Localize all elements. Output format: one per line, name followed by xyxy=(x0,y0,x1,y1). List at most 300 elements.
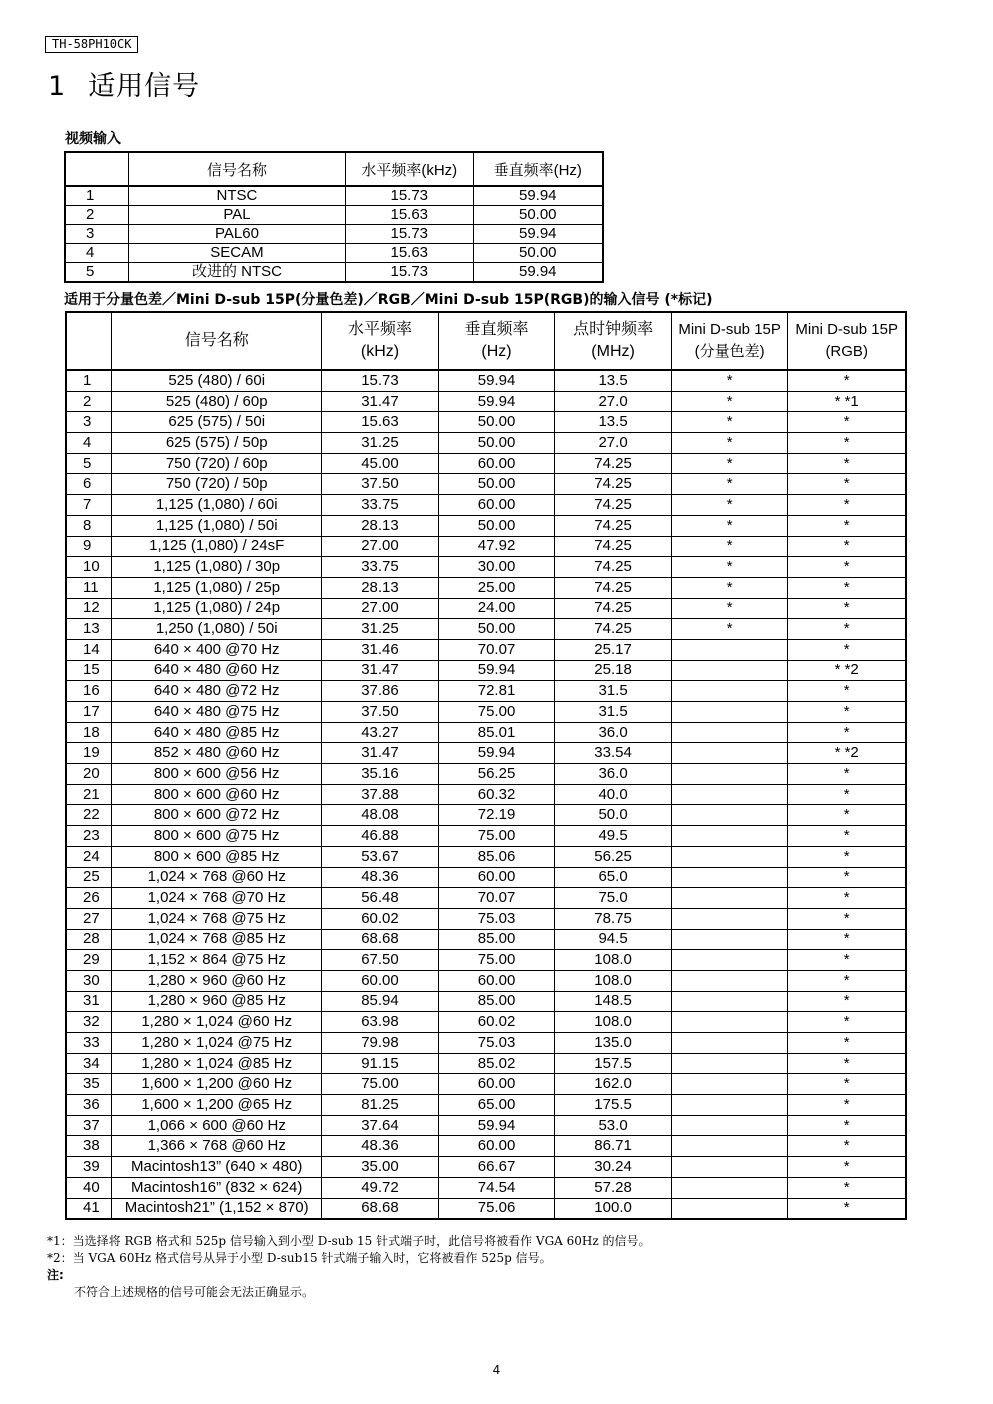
table-cell xyxy=(671,867,788,888)
table-cell: 50.00 xyxy=(438,433,555,454)
table-cell: 33 xyxy=(66,1033,112,1054)
table-cell: 30.00 xyxy=(438,557,555,578)
column-header: 垂直频率(Hz) xyxy=(473,152,603,186)
table-cell: 65.00 xyxy=(438,1095,555,1116)
table-cell xyxy=(671,639,788,660)
table-cell: 33.54 xyxy=(555,743,672,764)
table-cell: * xyxy=(788,1177,906,1198)
table-cell: * xyxy=(788,557,906,578)
table-cell: 75.0 xyxy=(555,888,672,909)
table-cell xyxy=(671,722,788,743)
table-cell: 70.07 xyxy=(438,888,555,909)
table-cell: 20 xyxy=(66,764,112,785)
table-cell: 75.00 xyxy=(322,1074,439,1095)
table-row xyxy=(66,370,906,391)
table-cell: 74.25 xyxy=(555,619,672,640)
table-cell: PAL60 xyxy=(128,225,345,244)
table-row xyxy=(66,660,906,681)
input-signals-heading: 适用于分量色差／Mini D-sub 15P(分量色差)／RGB／Mini D-sub 15P(RGB)的输入信号 (*标记) xyxy=(64,292,713,308)
table-cell xyxy=(671,826,788,847)
table-cell: 48.36 xyxy=(322,1136,439,1157)
table-cell: 59.94 xyxy=(473,186,603,206)
table-cell: 41 xyxy=(66,1198,112,1219)
table-cell: 6 xyxy=(66,474,112,495)
table-cell: 640 × 400 @70 Hz xyxy=(112,639,322,660)
table-cell: 2 xyxy=(66,391,112,412)
table-cell: Macintosh16” (832 × 624) xyxy=(112,1177,322,1198)
table-cell: 8 xyxy=(66,515,112,536)
video-input-table xyxy=(64,151,604,283)
table-cell: 25.17 xyxy=(555,639,672,660)
table-cell: 91.15 xyxy=(322,1053,439,1074)
table-cell: 50.00 xyxy=(438,619,555,640)
table-cell: * *2 xyxy=(788,660,906,681)
table-cell: 27.0 xyxy=(555,433,672,454)
table-cell: 13.5 xyxy=(555,370,672,391)
table-cell: 100.0 xyxy=(555,1198,672,1219)
table-cell: 36.0 xyxy=(555,722,672,743)
table-cell: 135.0 xyxy=(555,1033,672,1054)
table-cell: 750 (720) / 50p xyxy=(112,474,322,495)
table-cell xyxy=(671,1157,788,1178)
page-title xyxy=(48,64,200,103)
table-cell: 11 xyxy=(66,577,112,598)
table-cell: 74.25 xyxy=(555,515,672,536)
table-row xyxy=(66,784,906,805)
table-cell: 28 xyxy=(66,929,112,950)
table-cell: 15.73 xyxy=(345,263,473,283)
table-cell: * xyxy=(788,722,906,743)
table-cell: 68.68 xyxy=(322,929,439,950)
table-cell: 15 xyxy=(66,660,112,681)
column-header: 水平频率 (kHz) xyxy=(322,312,439,370)
table-cell xyxy=(671,681,788,702)
table-cell: 改进的 NTSC xyxy=(128,263,345,283)
table-cell: 60.00 xyxy=(438,970,555,991)
video-input-table-body xyxy=(65,186,603,282)
table-cell: 39 xyxy=(66,1157,112,1178)
table-cell xyxy=(671,1095,788,1116)
table-cell: 525 (480) / 60p xyxy=(112,391,322,412)
table-cell: * xyxy=(788,370,906,391)
table-cell: 26 xyxy=(66,888,112,909)
table-row xyxy=(66,1033,906,1054)
table-cell: 50.00 xyxy=(438,474,555,495)
table-row xyxy=(66,412,906,433)
table-cell: 74.54 xyxy=(438,1177,555,1198)
table-cell: 25.18 xyxy=(555,660,672,681)
table-cell: 800 × 600 @75 Hz xyxy=(112,826,322,847)
table-cell: 162.0 xyxy=(555,1074,672,1095)
table-row xyxy=(66,577,906,598)
table-cell xyxy=(671,1177,788,1198)
table-cell: 15.63 xyxy=(345,244,473,263)
table-cell: 5 xyxy=(66,453,112,474)
table-cell: 49.5 xyxy=(555,826,672,847)
table-cell: NTSC xyxy=(128,186,345,206)
table-cell: 70.07 xyxy=(438,639,555,660)
table-row xyxy=(66,702,906,723)
table-cell: 56.25 xyxy=(438,764,555,785)
table-cell: 108.0 xyxy=(555,970,672,991)
table-cell: 72.19 xyxy=(438,805,555,826)
table-row xyxy=(66,1074,906,1095)
table-cell: 1,125 (1,080) / 24sF xyxy=(112,536,322,557)
table-cell: 14 xyxy=(66,639,112,660)
table-cell: 1,280 × 1,024 @60 Hz xyxy=(112,1012,322,1033)
table-cell: 9 xyxy=(66,536,112,557)
table-cell xyxy=(671,1198,788,1219)
table-row xyxy=(66,1198,906,1219)
table-row xyxy=(66,991,906,1012)
table-cell: 1,024 × 768 @70 Hz xyxy=(112,888,322,909)
table-cell: 16 xyxy=(66,681,112,702)
table-cell: 74.25 xyxy=(555,453,672,474)
table-cell: 34 xyxy=(66,1053,112,1074)
table-cell: 59.94 xyxy=(438,370,555,391)
table-cell: 27.0 xyxy=(555,391,672,412)
table-cell: 31.46 xyxy=(322,639,439,660)
table-cell: 800 × 600 @56 Hz xyxy=(112,764,322,785)
table-cell: 30.24 xyxy=(555,1157,672,1178)
table-cell: 108.0 xyxy=(555,1012,672,1033)
table-row xyxy=(65,206,603,225)
table-cell: 37.50 xyxy=(322,474,439,495)
table-cell: 31 xyxy=(66,991,112,1012)
table-cell xyxy=(671,784,788,805)
table-cell: * xyxy=(788,1074,906,1095)
table-cell: 37.50 xyxy=(322,702,439,723)
table-row xyxy=(66,433,906,454)
table-cell: * xyxy=(671,391,788,412)
table-cell: * xyxy=(671,515,788,536)
table-cell: 49.72 xyxy=(322,1177,439,1198)
table-cell: 31.47 xyxy=(322,391,439,412)
table-cell xyxy=(671,1136,788,1157)
table-cell: 35.16 xyxy=(322,764,439,785)
table-cell: 15.73 xyxy=(322,370,439,391)
table-cell: * xyxy=(788,764,906,785)
table-cell: 1,024 × 768 @60 Hz xyxy=(112,867,322,888)
table-row xyxy=(65,244,603,263)
table-cell: 31.25 xyxy=(322,433,439,454)
table-cell: * xyxy=(671,433,788,454)
column-header: Mini D-sub 15P (分量色差) xyxy=(671,312,788,370)
input-signals-table-body xyxy=(66,370,906,1219)
table-cell: 28.13 xyxy=(322,515,439,536)
table-cell: 65.0 xyxy=(555,867,672,888)
table-cell: 1,280 × 1,024 @75 Hz xyxy=(112,1033,322,1054)
table-cell xyxy=(671,1033,788,1054)
table-cell: * xyxy=(788,1115,906,1136)
table-row xyxy=(66,536,906,557)
table-cell: 60.32 xyxy=(438,784,555,805)
table-cell: * xyxy=(788,536,906,557)
table-cell: * xyxy=(788,1053,906,1074)
table-cell: 50.00 xyxy=(473,244,603,263)
table-cell: 525 (480) / 60i xyxy=(112,370,322,391)
table-cell: 57.28 xyxy=(555,1177,672,1198)
table-cell: 5 xyxy=(65,263,128,283)
table-cell: 35.00 xyxy=(322,1157,439,1178)
table-row xyxy=(66,888,906,909)
table-cell: * xyxy=(788,1198,906,1219)
table-cell: * xyxy=(788,681,906,702)
table-cell: 4 xyxy=(65,244,128,263)
table-cell: 75.03 xyxy=(438,908,555,929)
table-row xyxy=(66,1012,906,1033)
table-cell xyxy=(671,888,788,909)
table-cell: * xyxy=(788,1095,906,1116)
table-cell: SECAM xyxy=(128,244,345,263)
table-row xyxy=(66,743,906,764)
column-header: 水平频率(kHz) xyxy=(345,152,473,186)
table-cell: 60.00 xyxy=(322,970,439,991)
table-cell: 50.00 xyxy=(473,206,603,225)
table-cell: 56.25 xyxy=(555,846,672,867)
table-cell: 48.08 xyxy=(322,805,439,826)
table-cell: 37.64 xyxy=(322,1115,439,1136)
table-cell: 24.00 xyxy=(438,598,555,619)
table-cell: * xyxy=(788,619,906,640)
table-cell: 37 xyxy=(66,1115,112,1136)
table-cell: 85.00 xyxy=(438,991,555,1012)
table-cell: 7 xyxy=(66,495,112,516)
table-cell: 1,066 × 600 @60 Hz xyxy=(112,1115,322,1136)
table-cell: * xyxy=(788,805,906,826)
table-cell: 1,125 (1,080) / 30p xyxy=(112,557,322,578)
table-cell: 38 xyxy=(66,1136,112,1157)
table-cell: 625 (575) / 50i xyxy=(112,412,322,433)
table-cell: * xyxy=(788,950,906,971)
table-row xyxy=(66,474,906,495)
table-row xyxy=(66,970,906,991)
table-row xyxy=(66,1136,906,1157)
table-cell: 75.03 xyxy=(438,1033,555,1054)
table-cell: 27.00 xyxy=(322,598,439,619)
table-cell: PAL xyxy=(128,206,345,225)
table-cell: 56.48 xyxy=(322,888,439,909)
table-row xyxy=(66,1177,906,1198)
table-cell: 640 × 480 @72 Hz xyxy=(112,681,322,702)
table-row xyxy=(66,598,906,619)
section-title-text: 适用信号 xyxy=(88,71,201,102)
table-cell: 108.0 xyxy=(555,950,672,971)
table-cell: * xyxy=(788,495,906,516)
table-cell: 59.94 xyxy=(473,225,603,244)
table-cell: 50.00 xyxy=(438,515,555,536)
video-input-heading: 视频输入 xyxy=(65,131,121,147)
table-cell: * xyxy=(788,702,906,723)
table-cell: 68.68 xyxy=(322,1198,439,1219)
input-signals-table xyxy=(65,311,907,1220)
table-cell: 1,366 × 768 @60 Hz xyxy=(112,1136,322,1157)
table-cell: * xyxy=(788,453,906,474)
table-cell: 40 xyxy=(66,1177,112,1198)
table-cell: 640 × 480 @85 Hz xyxy=(112,722,322,743)
table-cell: 1,125 (1,080) / 50i xyxy=(112,515,322,536)
table-row xyxy=(66,681,906,702)
table-cell: 13 xyxy=(66,619,112,640)
table-cell: 37.88 xyxy=(322,784,439,805)
table-cell: Macintosh13” (640 × 480) xyxy=(112,1157,322,1178)
table-cell: 53.0 xyxy=(555,1115,672,1136)
table-cell: 15.63 xyxy=(322,412,439,433)
table-row xyxy=(66,1095,906,1116)
table-cell: 1,600 × 1,200 @65 Hz xyxy=(112,1095,322,1116)
table-cell: * xyxy=(788,991,906,1012)
table-cell: 47.92 xyxy=(438,536,555,557)
table-row xyxy=(66,1157,906,1178)
table-cell: 75.06 xyxy=(438,1198,555,1219)
table-row xyxy=(66,557,906,578)
table-cell xyxy=(671,660,788,681)
table-cell: * xyxy=(788,412,906,433)
table-cell: 10 xyxy=(66,557,112,578)
table-cell: * xyxy=(788,515,906,536)
table-cell: 59.94 xyxy=(438,1115,555,1136)
table-cell xyxy=(671,991,788,1012)
table-cell: 800 × 600 @60 Hz xyxy=(112,784,322,805)
table-cell: 640 × 480 @60 Hz xyxy=(112,660,322,681)
table-cell xyxy=(671,1012,788,1033)
table-cell: 60.00 xyxy=(438,1136,555,1157)
table-cell: 30 xyxy=(66,970,112,991)
table-cell: 60.00 xyxy=(438,867,555,888)
table-cell: 53.67 xyxy=(322,846,439,867)
table-cell: * *1 xyxy=(788,391,906,412)
table-cell xyxy=(671,929,788,950)
table-header-row xyxy=(65,152,603,186)
table-cell xyxy=(671,908,788,929)
table-cell: 25 xyxy=(66,867,112,888)
table-row xyxy=(66,764,906,785)
table-row xyxy=(66,619,906,640)
table-row xyxy=(65,263,603,283)
table-header-row xyxy=(66,312,906,370)
table-cell: 23 xyxy=(66,826,112,847)
table-cell: 43.27 xyxy=(322,722,439,743)
table-cell: * xyxy=(671,453,788,474)
table-cell: 17 xyxy=(66,702,112,723)
note-text: 不符合上述规格的信号可能会无法正确显示。 xyxy=(74,1285,315,1299)
table-cell: 27.00 xyxy=(322,536,439,557)
column-header: 垂直频率 (Hz) xyxy=(438,312,555,370)
table-cell xyxy=(671,805,788,826)
table-cell: * xyxy=(671,619,788,640)
table-cell: * xyxy=(788,784,906,805)
table-cell: 1,024 × 768 @85 Hz xyxy=(112,929,322,950)
table-cell: * xyxy=(788,970,906,991)
table-cell: 21 xyxy=(66,784,112,805)
table-cell xyxy=(671,743,788,764)
table-cell: * xyxy=(788,1033,906,1054)
table-cell: 35 xyxy=(66,1074,112,1095)
table-cell: 18 xyxy=(66,722,112,743)
table-cell: 31.47 xyxy=(322,743,439,764)
table-cell: 800 × 600 @72 Hz xyxy=(112,805,322,826)
table-cell xyxy=(671,1053,788,1074)
table-cell: 1 xyxy=(65,186,128,206)
table-cell: 60.02 xyxy=(438,1012,555,1033)
table-cell: 78.75 xyxy=(555,908,672,929)
table-cell: 85.02 xyxy=(438,1053,555,1074)
table-cell: * xyxy=(788,888,906,909)
table-cell: 640 × 480 @75 Hz xyxy=(112,702,322,723)
table-cell: 19 xyxy=(66,743,112,764)
table-cell xyxy=(671,970,788,991)
table-cell: 85.00 xyxy=(438,929,555,950)
table-cell: 60.00 xyxy=(438,453,555,474)
table-cell: 1,280 × 960 @85 Hz xyxy=(112,991,322,1012)
column-header: 信号名称 xyxy=(112,312,322,370)
table-cell: 1,125 (1,080) / 25p xyxy=(112,577,322,598)
table-cell: 74.25 xyxy=(555,577,672,598)
column-header: 信号名称 xyxy=(128,152,345,186)
column-header xyxy=(65,152,128,186)
table-cell: * xyxy=(788,908,906,929)
table-cell: 74.25 xyxy=(555,598,672,619)
table-row xyxy=(65,225,603,244)
table-cell: 3 xyxy=(65,225,128,244)
table-cell: 1,152 × 864 @75 Hz xyxy=(112,950,322,971)
table-cell: 85.06 xyxy=(438,846,555,867)
section-number: 1 xyxy=(48,71,67,102)
table-cell: * xyxy=(788,1157,906,1178)
table-cell: 59.94 xyxy=(473,263,603,283)
table-cell: 28.13 xyxy=(322,577,439,598)
table-cell: 148.5 xyxy=(555,991,672,1012)
table-cell: 50.00 xyxy=(438,412,555,433)
column-header: Mini D-sub 15P (RGB) xyxy=(788,312,906,370)
table-cell: * xyxy=(671,370,788,391)
table-cell: * xyxy=(788,929,906,950)
table-cell: 25.00 xyxy=(438,577,555,598)
table-cell: * xyxy=(671,557,788,578)
table-cell: * xyxy=(671,598,788,619)
table-row xyxy=(66,867,906,888)
table-cell: 75.00 xyxy=(438,950,555,971)
table-cell: 33.75 xyxy=(322,557,439,578)
model-tag: TH-58PH10CK xyxy=(45,36,138,53)
footnote-2: *2：当 VGA 60Hz 格式信号从异于小型 D-sub15 针式端子输入时，它将被看作 525p 信号。 xyxy=(47,1251,552,1265)
table-cell: 157.5 xyxy=(555,1053,672,1074)
table-row xyxy=(66,929,906,950)
table-cell: 1 xyxy=(66,370,112,391)
table-row xyxy=(66,846,906,867)
table-cell: 59.94 xyxy=(438,391,555,412)
table-cell: 94.5 xyxy=(555,929,672,950)
table-cell: 46.88 xyxy=(322,826,439,847)
table-cell: 3 xyxy=(66,412,112,433)
table-cell: * xyxy=(671,495,788,516)
table-cell: 2 xyxy=(65,206,128,225)
table-cell: * xyxy=(788,433,906,454)
table-cell: 31.25 xyxy=(322,619,439,640)
table-cell: 22 xyxy=(66,805,112,826)
footnote-1: *1：当选择将 RGB 格式和 525p 信号输入到小型 D-sub 15 针式端子时，此信号将被看作 VGA 60Hz 的信号。 xyxy=(47,1234,651,1248)
table-cell: 67.50 xyxy=(322,950,439,971)
table-cell: * xyxy=(788,639,906,660)
table-cell: 1,280 × 960 @60 Hz xyxy=(112,970,322,991)
table-cell: 625 (575) / 50p xyxy=(112,433,322,454)
table-cell xyxy=(671,1115,788,1136)
table-cell xyxy=(671,950,788,971)
table-cell: 85.01 xyxy=(438,722,555,743)
table-cell: 33.75 xyxy=(322,495,439,516)
table-cell: 852 × 480 @60 Hz xyxy=(112,743,322,764)
table-cell: 59.94 xyxy=(438,743,555,764)
